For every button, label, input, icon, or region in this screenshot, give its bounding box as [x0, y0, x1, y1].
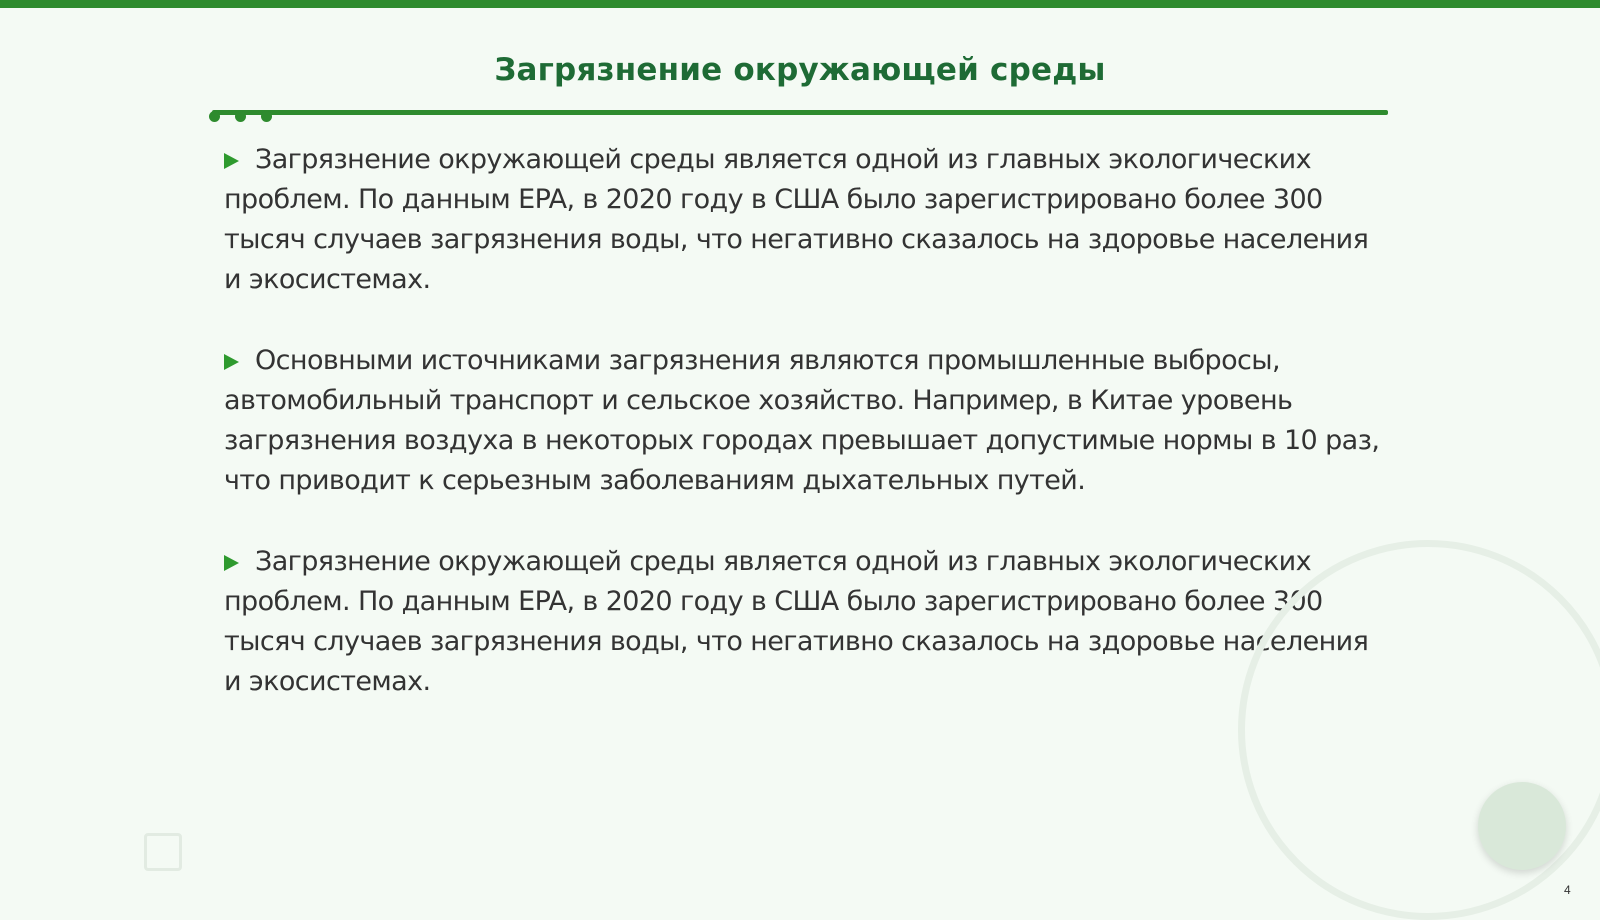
bullet-paragraph [224, 341, 1384, 501]
bullet-paragraph [224, 140, 1384, 300]
bullet-text: Загрязнение окружающей среды является одной из главных экологических проблем. По данным EPA, в 2020 году в США было зарегистрировано более 300 тысяч случаев загрязнения воды, что негативно сказалось на здоровье населения и экосистемах. [224, 144, 1369, 295]
title-underline [212, 110, 1388, 115]
decor-dot [235, 111, 246, 122]
decorative-circle [1478, 782, 1566, 870]
bullet-text: Основными источниками загрязнения являются промышленные выбросы, автомобильный транспорт и сельское хозяйство. Например, в Китае уровень загрязнения воздуха в некоторых городах превышает допустимые нормы в 10 раз, что приводит к серьезным заболеваниям дыхательных путей. [224, 345, 1380, 496]
decor-dot [261, 111, 272, 122]
triangle-bullet-icon [224, 354, 239, 370]
triangle-bullet-icon [224, 153, 239, 169]
top-accent-bar [0, 0, 1600, 8]
bullet-text: Загрязнение окружающей среды является одной из главных экологических проблем. По данным EPA, в 2020 году в США было зарегистрировано более 300 тысяч случаев загрязнения воды, что негативно сказалось на здоровье населения и экосистемах. [224, 546, 1369, 697]
bullet-list [224, 140, 1384, 743]
slide-title: Загрязнение окружающей среды [494, 52, 1106, 88]
triangle-bullet-icon [224, 555, 239, 571]
page-number: 4 [1564, 883, 1571, 897]
bullet-paragraph [224, 542, 1384, 702]
decorative-square [144, 833, 182, 871]
decor-dot [209, 111, 220, 122]
